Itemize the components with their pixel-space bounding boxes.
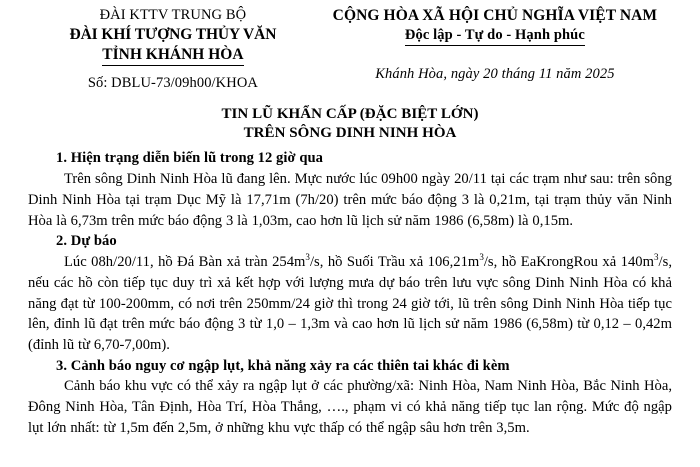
- section-3-heading: 3. Cảnh báo nguy cơ ngập lụt, khả năng xảy ra các thiên tai khác đi kèm: [56, 357, 510, 374]
- document-body: [28, 148, 672, 438]
- national-motto: Độc lập - Tự do - Hạnh phúc: [405, 26, 585, 46]
- section-1-heading: 1. Hiện trạng diễn biến lũ trong 12 giờ qua: [56, 150, 324, 167]
- document-header: [28, 5, 672, 92]
- section-1-paragraph: Trên sông Dinh Ninh Hòa lũ đang lên. Mực nước lúc 09h00 ngày 20/11 tại các trạm như sau: trên sông Dinh Ninh Hòa tại trạm Dục Mỹ là 17,71m (7h/20) trên mức báo động 3 là 0,21m, tại trạm thủy văn Ninh Hòa là 6,73m trên mức báo động 3 là 1,03m, cao hơn lũ lịch sử năm 1986 (6,58m) là 0,15m.: [28, 171, 672, 229]
- section-2-heading: 2. Dự báo: [56, 233, 117, 250]
- page-title-line-2: TRÊN SÔNG DINH NINH HÒA: [243, 125, 457, 142]
- section-2-text-part-1: Lúc 08h/20/11, hồ Đá Bàn xả tràn 254m: [64, 254, 306, 271]
- section-2-text-part-3: /s, hồ EaKrongRou xả 140m: [483, 254, 654, 271]
- cubic-meter-exponent-3: 3: [654, 252, 659, 263]
- place-and-date: Khánh Hòa, ngày 20 tháng 11 năm 2025: [375, 66, 615, 83]
- national-heading-block: [318, 5, 672, 83]
- section-2-text-part-2: /s, hồ Suối Trầu xả 106,21m: [309, 254, 480, 271]
- agency-province-name: TỈNH KHÁNH HÒA: [102, 45, 243, 66]
- page-title: [28, 105, 672, 143]
- section-2-paragraph: [28, 252, 672, 356]
- cubic-meter-exponent-2: 3: [479, 252, 484, 263]
- agency-region-name: ĐÀI KTTV TRUNG BỘ: [99, 7, 247, 23]
- country-name: CỘNG HÒA XÃ HỘI CHỦ NGHĨA VIỆT NAM: [332, 7, 658, 24]
- agency-full-name: ĐÀI KHÍ TƯỢNG THỦY VĂN: [69, 26, 277, 44]
- section-2-text-part-4: /s, nếu các hồ còn tiếp tục duy trì xả kết hợp với lượng mưa dự báo trên lưu vực sông Dinh Ninh Hòa có khả năng đạt từ 100-200mm, có nơi trên 250mm/24 giờ thì trong 24 giờ tới, lũ trên sông Dinh Ninh Hòa tiếp tục lên, đỉnh lũ đạt trên mức báo động 3 từ 1,0 – 1,3m và cao hơn lũ lịch sử năm 1986 (6,58m) từ 0,12 – 0,42m (đỉnh lũ từ 6,70-7,00m).: [28, 254, 672, 353]
- document-number: Số: DBLU-73/09h00/KHOA: [87, 75, 258, 92]
- issuing-organization-block: [28, 5, 318, 92]
- cubic-meter-exponent-1: 3: [305, 252, 310, 263]
- page-title-line-1: TIN LŨ KHẨN CẤP (ĐẶC BIỆT LỚN): [221, 106, 479, 123]
- section-3-paragraph: Cảnh báo khu vực có thể xảy ra ngập lụt ở các phường/xã: Ninh Hòa, Nam Ninh Hòa, Bắc Ninh Hòa, Đông Ninh Hòa, Tân Định, Hòa Trí, Hòa Thắng, …., phạm vi có khả năng tiếp tục lan rộng. Mức độ ngập lụt lớn nhất: từ 1,5m đến 2,5m, ở những khu vực thấp có thể ngập sâu hơn trên 3,5m.: [28, 378, 672, 436]
